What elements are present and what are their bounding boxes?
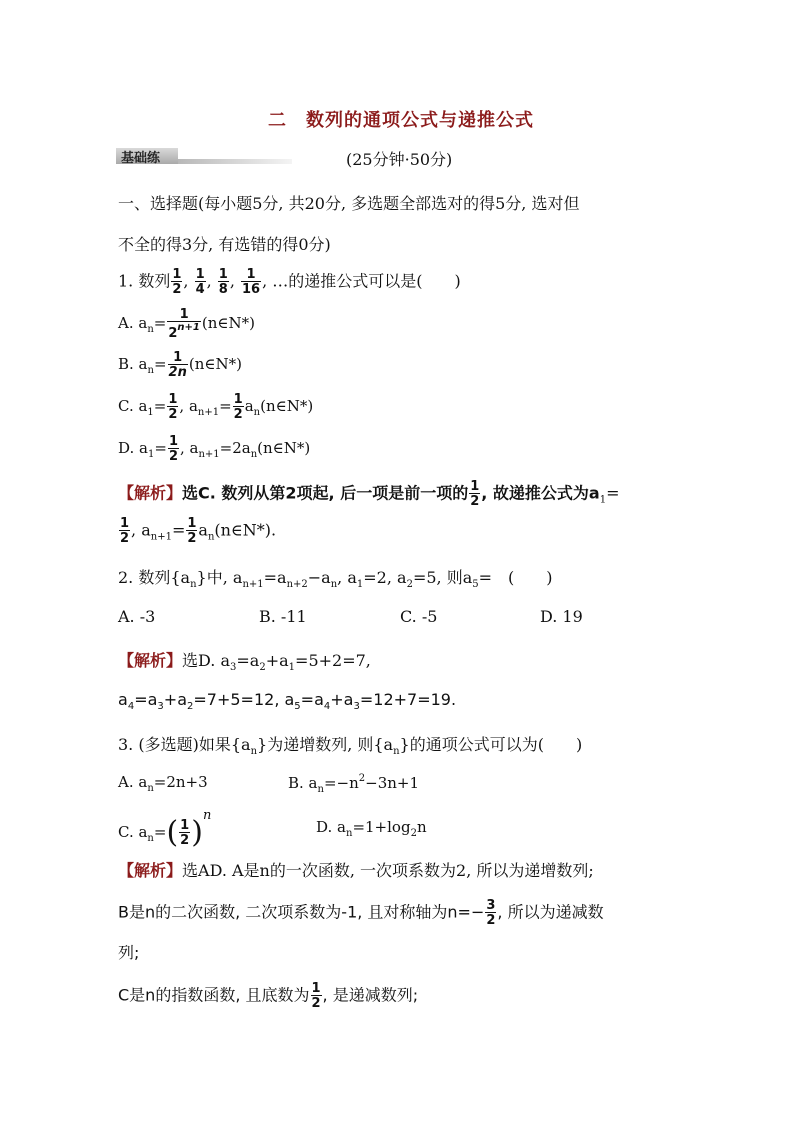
section-badge <box>116 146 292 166</box>
badge-label: 基础练 <box>121 151 161 166</box>
q2-option-c: C. -5 <box>400 607 438 626</box>
q3-answer-line1: 【解析】选AD. A是n的一次函数, 一次项系数为2, 所以为递增数列; <box>118 861 594 880</box>
badge-underline <box>178 159 292 164</box>
time-score-note: (25分钟·50分) <box>346 150 453 169</box>
q1-answer-line2: $\frac{1}{2}$ , $a_{n+1}=$ $\frac{1}{2}$ $a_n(n\in N*)$. <box>120 516 277 546</box>
q2-option-a: A. -3 <box>118 607 156 626</box>
q2-stem: 2. 数列$\{a_n\}$中, $a_{n+1}=a_{n+2}-a_n$, $a_1=2$, $a_2=5$, 则$a_5=$ ( ) <box>118 568 553 590</box>
q1-option-c: C. $a_1=$ $\frac{1}{2}$ , $a_{n+1}=$ $\frac{1}{2}$ $a_n(n\in N*)$ <box>118 392 314 422</box>
q2-option-b: B. -11 <box>259 607 307 626</box>
section-heading-line2: 不全的得3分, 有选错的得0分) <box>118 235 331 254</box>
answer-tag: 【解析】 <box>118 651 183 670</box>
page-title: 二 数列的通项公式与递推公式 <box>268 110 534 131</box>
q2-answer-line2: $a_4=a_3+a_2=7+5=12$, $a_5=a_4+a_3=12+7=19$. <box>118 690 457 712</box>
section-heading-line1: 一、选择题(每小题5分, 共20分, 多选题全部选对的得5分, 选对但 <box>118 194 580 213</box>
q3-answer-line4: C是n的指数函数, 且底数为 $\frac{1}{2}$ , 是递减数列; <box>118 981 419 1011</box>
q1-prefix: 1. 数列 <box>118 271 171 291</box>
q3-option-c: C. $a_n=$( $\frac{1}{2}$ )n <box>118 808 212 850</box>
q1-option-b: B. $a_n=$ $\frac{1}{2n}$ (n∈N*) <box>118 350 242 380</box>
q1-frac-3: $\frac{1}{8}$ <box>218 267 228 297</box>
q1-stem: 1. 数列 $\frac{1}{2}$ , $\frac{1}{4}$ , $\frac{1}{8}$ , $\frac{1}{16}$ , …的递推公式可以是( ) <box>118 267 461 297</box>
q1-frac-4: $\frac{1}{16}$ <box>242 267 261 297</box>
q1-frac-1: $\frac{1}{2}$ <box>172 267 182 297</box>
q3-option-d: D. $a_n=1+\log_2n$ <box>316 818 427 839</box>
q3-option-a: A. $a_n=2n+3$ <box>118 773 208 794</box>
q3-answer-line3: 列; <box>118 943 140 962</box>
q2-answer-line1: 【解析】选D. $a_3=a_2+a_1=5+2=7$, <box>118 651 371 673</box>
q1-option-d: D. $a_1=$ $\frac{1}{2}$ , $a_{n+1}=2a_n(n\in N*)$ <box>118 434 311 464</box>
q1-answer-line1: 【解析】选C. 数列从第2项起, 后一项是前一项的 $\frac{1}{2}$ , 故递推公式为$a_1=$ <box>118 479 620 509</box>
answer-tag: 【解析】 <box>118 861 183 880</box>
q3-stem: 3. (多选题)如果$\{a_n\}$为递增数列, 则$\{a_n\}$的通项公式可以为( ) <box>118 735 583 757</box>
q1-option-a: A. $a_n=$ $\frac{1}{2^{n+1}}$ (n∈N*) <box>118 307 255 341</box>
q1-frac-2: $\frac{1}{4}$ <box>195 267 205 297</box>
answer-tag: 【解析】 <box>118 483 183 503</box>
q3-answer-line2: B是n的二次函数, 二次项系数为-1, 且对称轴为n=− $\frac{3}{2}$ , 所以为递减数 <box>118 898 604 928</box>
q2-option-d: D. 19 <box>540 607 583 626</box>
q1-suffix: , …的递推公式可以是( ) <box>262 271 461 291</box>
q3-option-b: B. $a_n=-n^2-3n+1$ <box>288 773 420 795</box>
